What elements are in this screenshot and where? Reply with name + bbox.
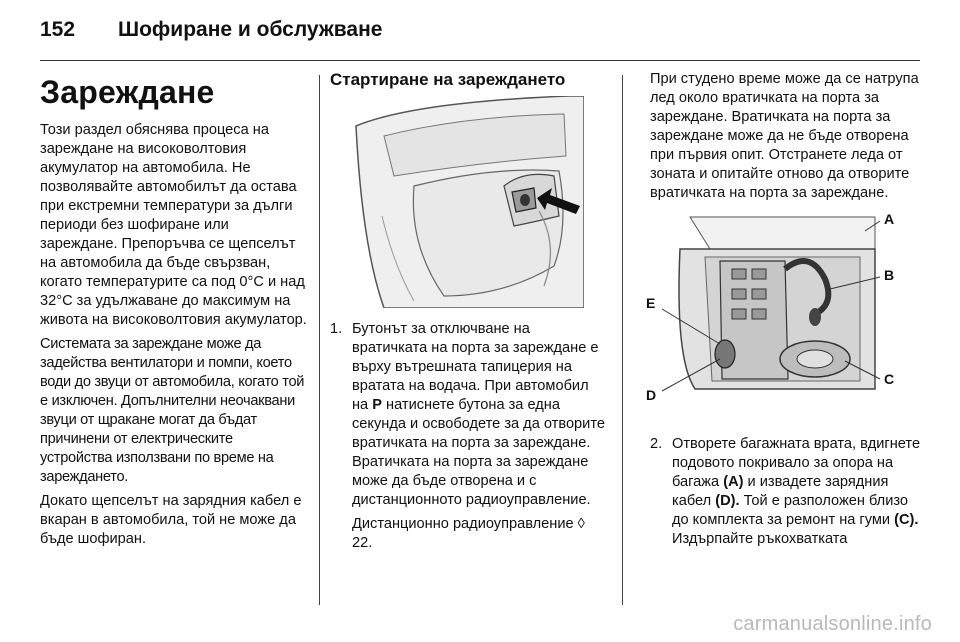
gear-p-label: P: [372, 397, 382, 413]
column-2: [330, 70, 605, 558]
trunk-cable-illustration: [650, 209, 920, 421]
step-2-text-c: Той е разположен близо до комплекта за ремонт на гуми: [672, 493, 908, 528]
door-panel-illustration: [354, 96, 584, 308]
trunk-figure: [646, 209, 920, 421]
step-2: [650, 435, 922, 549]
step-2-text-b: и извадете зарядния кабел: [672, 474, 889, 509]
page-ref-icon: ◊: [577, 516, 585, 532]
plug-paragraph: Докато щепселът на зарядния кабел е вкаран в автомобила, той не може да бъде шофиран.: [40, 493, 302, 547]
step-1-number: 1.: [330, 321, 343, 337]
remote-ref-text: Дистанционно радиоуправление: [352, 516, 574, 532]
subsection-title: Стартиране на зареждането: [330, 70, 566, 89]
figure-label-d: D: [646, 387, 657, 403]
step-1-text: Бутонът за отключване на вратичката на порта за зареждане е върху вътрешната тапицерия на вратата на водача. При автомобил на: [352, 321, 599, 413]
sounds-paragraph: Системата за зареждане може да задейства вентилатори и помпи, което води до звуци от автомобила, когато той е изключен. Допълнителни неочаквани звуци от щракане могат да бъдат причинени от електрическите устройства използвани по време на зареждането.: [40, 336, 305, 485]
label-ref-d: (D).: [715, 493, 740, 509]
step-1: [330, 320, 605, 553]
intro-paragraph: Този раздел обяснява процеса на зареждане на високоволтовия акумулатор на автомобила. Не позволявайте автомобилът да остава при екстремни температури за дълги периоди без шофиране или зареждане. Препоръчва се щепселът на автомобила да бъде свързван, когато температурите са под 0°C и над 32°C за удължаване до максимум на живота на високоволтовия акумулатор.: [40, 122, 307, 328]
column-divider-2: [622, 75, 623, 605]
column-3: [646, 70, 922, 554]
label-ref-c: (C).: [894, 512, 919, 528]
step-2-text-a: Отворете багажната врата, вдигнете подовото покривало за опора на багажа: [672, 436, 921, 490]
column-divider-1: [319, 75, 320, 605]
door-button-figure: [354, 96, 584, 308]
section-title: Зареждане: [40, 74, 215, 110]
figure-label-c: C: [884, 371, 895, 387]
figure-label-e: E: [646, 295, 656, 311]
figure-label-b: B: [884, 267, 895, 283]
watermark: carmanualsonline.info: [733, 613, 932, 635]
label-ref-a: (A): [723, 474, 744, 490]
page-number: 152: [40, 18, 76, 41]
page-header: [40, 14, 920, 58]
column-1: [40, 70, 308, 554]
running-title: Шофиране и обслужване: [118, 18, 383, 41]
step-1-text-cont: натиснете бутона за една секунда и освободете за да отворите вратичката на порта за зареждане. Вратичката на порта за зареждане може да бъде отворена и с дистанционното радиоуправление.: [352, 397, 605, 508]
header-rule: [40, 60, 920, 61]
step-2-number: 2.: [650, 436, 663, 452]
cold-weather-note: При студено време може да се натрупа лед около вратичката на порта за зареждане. Вратичката на порта за зареждане може да не бъде отворена при първия опит. Отстранете леда от зоната и опитайте отново да отворите вратичката на порта за зареждане.: [650, 71, 919, 201]
remote-ref-page: 22.: [352, 535, 373, 551]
figure-label-a: A: [884, 211, 895, 227]
step-2-text-d: Издърпайте ръкохватката: [672, 531, 848, 547]
